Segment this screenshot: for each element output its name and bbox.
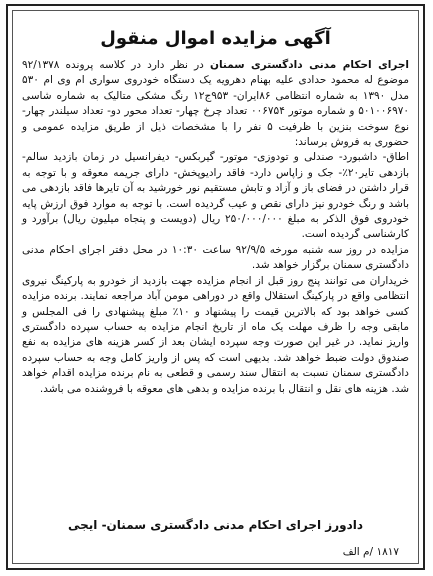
notice-code: ۱۸۱۷ /م الف — [342, 546, 399, 558]
notice-frame — [6, 4, 425, 570]
paragraph-2: اطاق- داشبورد- صندلی و تودوزی- موتور- گیربکس- دیفرانسیل در زمان بازدید سالم- بازدهی تایر۲۰٪- جک و زاپاس دارد- فاقد رادیوپخش- دارای جریمه معوقه و با توجه به قرار داشتن در فضای باز و آزاد و تابش مستقیم نور خورشید به آن تایرها فاقد بازدهی می باشد و رنگ خودرو نیز دارای نقص و عیب گردیده است. با توجه به موارد فوق ارزش پایه خودروی فوق الذکر به مبلغ ۲۵۰/۰۰۰/۰۰۰ ریال (دویست و پنجاه میلیون ریال) برآورد و کارشناسی گردیده است. — [22, 151, 409, 241]
signature: دادورز اجرای احکام مدنی دادگستری سمنان- ایجی — [67, 518, 364, 532]
paragraph-1 — [22, 58, 409, 150]
notice-body — [22, 58, 409, 397]
notice-title: آگهی مزایده اموال منقول — [100, 28, 331, 49]
paragraph-4: خریداران می توانند پنج روز قبل از انجام مزایده جهت بازدید از خودرو به پارکینگ نیروی انتظامی واقع در پارکینگ استقلال واقع در دوراهی مومن آباد مراجعه نمایند. برنده مزایده کسی خواهد بود که بالاترین قیمت را پیشنهاد و ۱۰٪ مبلغ پیشنهادی را فی المجلس و مابقی وجه را ظرف مهلت یک ماه از تاریخ انجام مزایده به حساب سپرده دادگستری واریز نماید. در غیر این صورت وجه سپرده ایشان بعد از کسر هزینه های مزایده به نفع صندوق دولت ضبط خواهد شد. بدیهی است که پس از واریز کامل وجه به حساب سپرده دادگستری سمنان نسبت به انتقال سند رسمی و قطعی به نام برنده مزایده اقدام خواهد شد. هزینه های نقل و انتقال با برنده مزایده و بدهی های معوقه با فروشنده می باشد. — [22, 274, 409, 395]
paragraph-3: مزایده در روز سه شنبه مورخه ۹۲/۹/۵ ساعت ۱۰:۳۰ در محل دفتر اجرای احکام مدنی دادگستری سمنان برگزار خواهد شد. — [22, 243, 410, 272]
paragraph-1-text: در نظر دارد در کلاسه پرونده ۹۲/۱۳۷۸ موضوع له محمود حدادی علیه بهنام دهرویه یک دستگاه خودروی سواری ام وی ام ۵۳۰ مدل ۱۳۹۰ به شماره انتظامی ۸۶ایران- ۹۵۳ج۱۲ رنگ مشکی متالیک به شماره شاسی ۵۰۱۰۰۶۹۷۰ و شماره موتور ۰۰۶۷۵۴ تعداد چرخ چهار- تعداد محور دو- تعداد سیلندر چهار- نوع سوخت بنزین با ظرفیت ۵ نفر را با مشخصات ذیل از طریق مزایده عمومی و حضوری به فروش برساند: — [22, 59, 410, 149]
issuer-name: اجرای احکام مدنی دادگستری سمنان — [210, 59, 410, 71]
